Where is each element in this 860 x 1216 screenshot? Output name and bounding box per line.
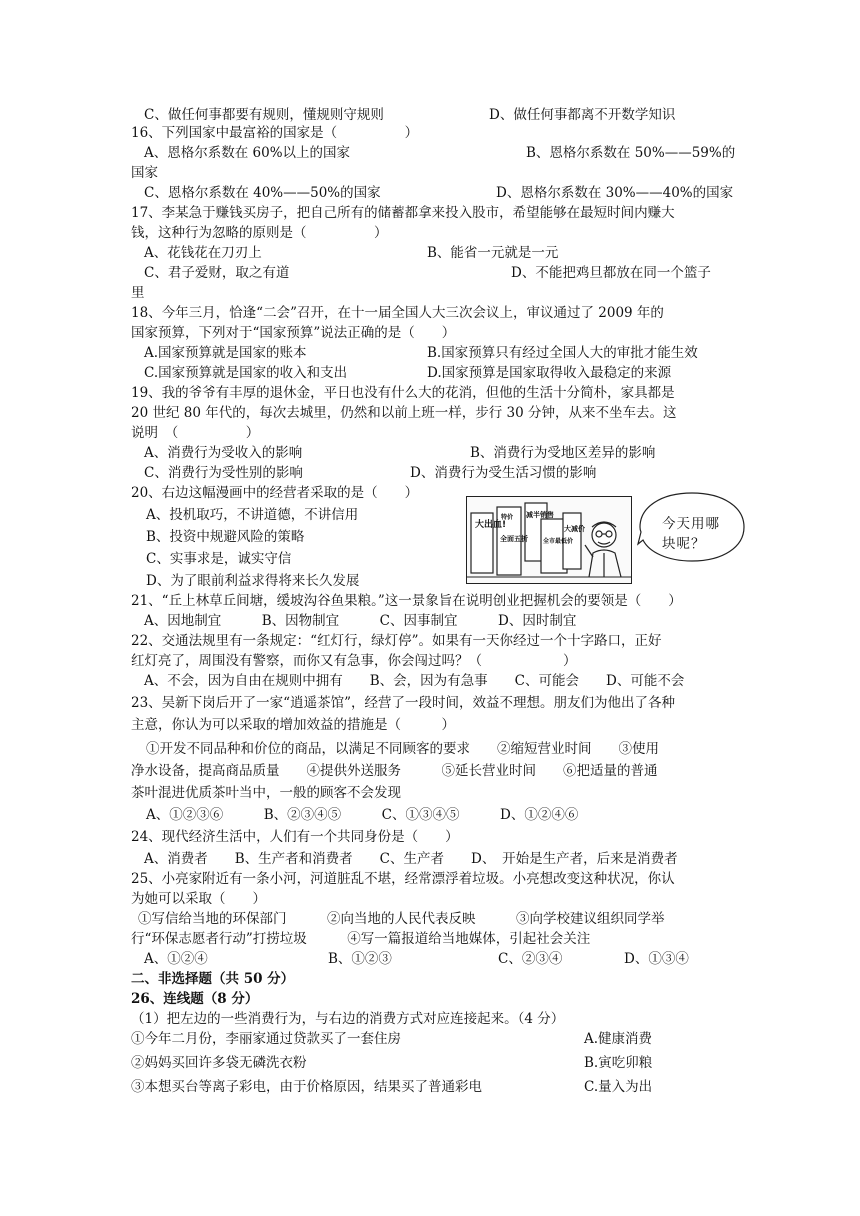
q26-left-item-1: ①今年二月份，李丽家通过贷款买了一套住房 [131, 1031, 401, 1047]
sign-da-jian-jia: 大减价 [564, 525, 585, 533]
q23-options: A、①②③⑥ B、②③④⑤ C、①③④⑤ D、①②④⑥ [146, 807, 579, 823]
q16-option-b-wrap: 国家 [131, 165, 158, 181]
q19-stem-3: 说明 （ ） [131, 425, 260, 441]
q16-option-d: D、恩格尔系数在 30%——40%的国家 [496, 185, 734, 201]
q16-stem: 16、下列国家中最富裕的国家是（ ） [131, 125, 419, 141]
q17-stem-2: 钱，这种行为忽略的原则是（ ） [131, 225, 388, 241]
q16-option-b: B、恩格尔系数在 50%——59%的 [526, 145, 736, 161]
q22-options: A、不会，因为自由在规则中拥有 B、会，因为有急事 C、可能会 D、可能不会 [144, 673, 685, 689]
q25-stem-2: 为她可以采取（ ） [131, 891, 266, 907]
q16-option-c: C、恩格尔系数在 40%——50%的国家 [144, 185, 381, 201]
q26-right-item-a: A.健康消费 [584, 1031, 653, 1047]
q18-option-b: B.国家预算只有经过全国人大的审批才能生效 [427, 345, 698, 361]
q23-stem-1: 23、吴新下岗后开了一家“逍遥茶馆”，经营了一段时间，效益不理想。朋友们为他出了各种 [131, 695, 675, 711]
q15-option-d: D、做任何事都离不开数学知识 [489, 107, 676, 123]
q20-option-a: A、投机取巧，不讲道德，不讲信用 [146, 507, 359, 523]
q19-option-c: C、消费行为受性别的影响 [144, 465, 303, 481]
q20-option-c: C、实事求是，诚实守信 [146, 551, 292, 567]
q25-option-a: A、①②④ [144, 951, 208, 967]
q26-heading: 26、连线题（8 分） [131, 991, 259, 1007]
sign-te-jia: 特价 [501, 514, 514, 521]
q23-stem-2: 主意，你认为可以采取的增加效益的措施是（ ） [131, 717, 455, 733]
q20-option-b: B、投资中规避风险的策略 [146, 529, 305, 545]
q25-option-b: B、①②③ [328, 951, 392, 967]
sign-da-chu-xue: 大出血! [475, 520, 507, 530]
q22-stem-1: 22、交通法规里有一条规定：“红灯行，绿灯停”。如果有一天你经过一个十字路口，正好 [131, 633, 662, 649]
q18-option-c: C.国家预算就是国家的收入和支出 [144, 365, 348, 381]
q21-stem: 21、“丘上林草丘间塘，缓坡沟谷鱼果粮。”这一景象旨在说明创业把握机会的要领是（ ） [131, 593, 682, 609]
q19-option-b: B、消费行为受地区差异的影响 [470, 445, 656, 461]
q25-option-d: D、①③④ [624, 951, 689, 967]
q26-right-item-c: C.量入为出 [584, 1079, 653, 1095]
q24-stem: 24、现代经济生活中，人们有一个共同身份是（ ） [131, 829, 459, 845]
q23-items-1: ①开发不同品种和价位的商品，以满足不同顾客的要求 ②缩短营业时间 ③使用 [146, 741, 659, 757]
q18-option-d: D.国家预算是国家取得收入最稳定的来源 [427, 365, 672, 381]
q17-option-c: C、君子爱财，取之有道 [144, 265, 290, 281]
q15-option-c: C、做任何事都要有规则，懂规则守规则 [144, 107, 384, 123]
q19-stem-2: 20 世纪 80 年代的，每次去城里，仍然和以前上班一样，步行 30 分钟，从来不坐车去。这 [131, 405, 677, 421]
q20-stem: 20、右边这幅漫画中的经营者采取的是（ ） [131, 485, 419, 501]
speech-bubble-text: 今天用哪块呢？ [662, 516, 720, 552]
section-2-heading: 二、非选择题（共 50 分） [131, 971, 295, 987]
q21-options: A、因地制宜 B、因物制宜 C、因事制宜 D、因时制宜 [144, 613, 577, 629]
q16-option-a: A、恩格尔系数在 60%以上的国家 [144, 145, 351, 161]
q17-option-b: B、能省一元就是一元 [427, 245, 559, 261]
q25-items-1: ①写信给当地的环保部门 ②向当地的人民代表反映 ③向学校建议组织同学举 [138, 911, 665, 927]
cartoon-drawing [467, 497, 631, 583]
q24-options: A、消费者 B、生产者和消费者 C、生产者 D、 开始是生产者，后来是消费者 [144, 851, 678, 867]
sign-jian-ban: 减半销售 [526, 511, 554, 519]
q18-option-a: A.国家预算就是国家的账本 [144, 345, 307, 361]
q17-option-d-wrap: 里 [131, 285, 145, 301]
sign-zui-di-jia: 全市最低价 [543, 538, 574, 545]
sign-quan-mian-wu-zhe: 全面五折 [500, 535, 528, 543]
q25-stem-1: 25、小亮家附近有一条小河，河道脏乱不堪，经常漂浮着垃圾。小亮想改变这种状况，你认 [131, 871, 675, 887]
q17-stem-1: 17、李某急于赚钱买房子，把自己所有的储蓄都拿来投入股市，希望能够在最短时间内赚大 [131, 205, 675, 221]
q26-left-item-3: ③本想买台等离子彩电，由于价格原因，结果买了普通彩电 [131, 1079, 482, 1095]
q17-option-a: A、花钱花在刀刃上 [144, 245, 262, 261]
q19-option-a: A、消费行为受收入的影响 [144, 445, 303, 461]
q26-part1-instruction: （1）把左边的一些消费行为，与右边的消费方式对应连接起来。（4 分） [131, 1011, 565, 1027]
q19-stem-1: 19、我的爷爷有丰厚的退休金，平日也没有什么大的花消，但他的生活十分简朴，家具都是 [131, 385, 675, 401]
q25-items-2: 行“环保志愿者行动”打捞垃圾 ④写一篇报道给当地媒体，引起社会关注 [131, 931, 591, 947]
q22-stem-2: 红灯亮了，周围没有警察，而你又有急事，你会闯过吗？（ ） [131, 653, 577, 669]
q18-stem-2: 国家预算，下列对于“国家预算”说法正确的是（ ） [131, 325, 456, 341]
q26-right-item-b: B.寅吃卯粮 [584, 1055, 653, 1071]
q25-option-c: C、②③④ [498, 951, 563, 967]
q18-stem-1: 18、今年三月，恰逢“二会”召开，在十一届全国人大三次会议上，审议通过了 2009 年的 [131, 305, 664, 321]
q23-items-3: 茶叶混进优质茶叶当中，一般的顾客不会发现 [131, 785, 401, 801]
q17-option-d: D、不能把鸡旦都放在同一个篮子 [511, 265, 711, 281]
q20-option-d: D、为了眼前利益求得将来长久发展 [146, 573, 360, 589]
q26-left-item-2: ②妈妈买回许多袋无磷洗衣粉 [131, 1055, 307, 1071]
q23-items-2: 净水设备，提高商品质量 ④提供外送服务 ⑤延长营业时间 ⑥把适量的普通 [131, 763, 658, 779]
shop-cartoon [466, 496, 632, 584]
q19-option-d: D、消费行为受生活习惯的影响 [410, 465, 597, 481]
